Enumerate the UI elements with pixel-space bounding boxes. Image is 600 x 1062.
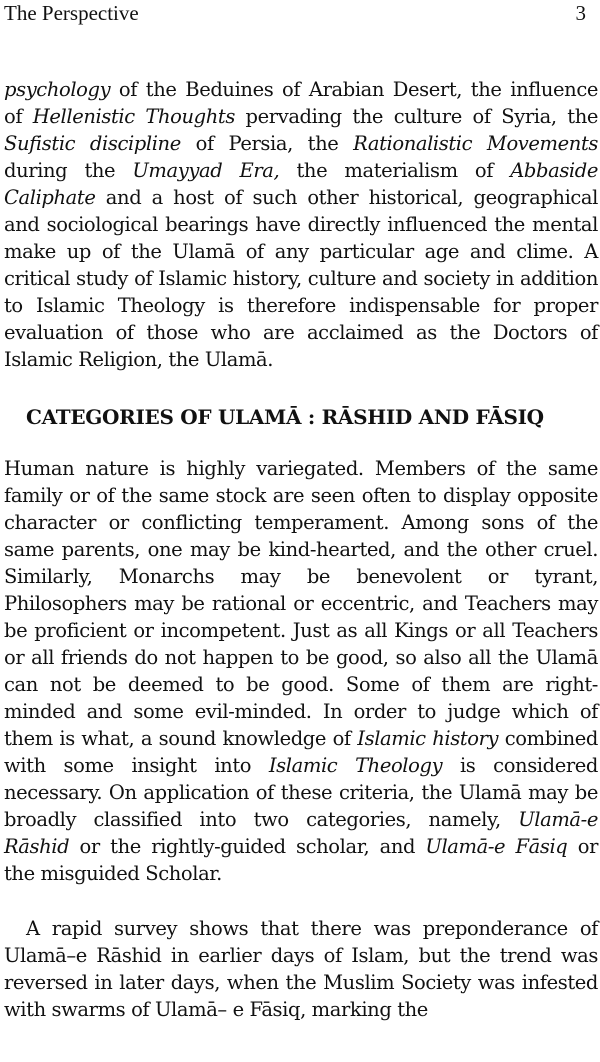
page-number: 3 (575, 1, 586, 25)
italic-term: Sufistic discipline (4, 132, 181, 155)
italic-term: Hellenistic Thoughts (32, 105, 235, 128)
text-run: and a host of such other historical, geographical and sociological bearings have directly influenced the mental make up of the Ulamā of any particular age and clime. A critical study of Islamic history, culture and society in addition to Islamic Theology is therefore indispensable for proper evaluation of those who are acclaimed as the Doctors of Islamic Religion, the Ulamā. (4, 186, 598, 371)
running-title: The Perspective (4, 1, 139, 25)
italic-term: Islamic Theology (268, 754, 443, 777)
text-run: or the misguided Scholar. (4, 835, 598, 885)
section-heading: CATEGORIES OF ULAMĀ : RĀSHID AND FĀSIQ (26, 405, 544, 429)
text-run: is considered necessary. On application of these criteria, the Ulamā may be broadly classified into two categories, namely, (4, 754, 599, 831)
page-header (0, 0, 600, 30)
italic-term: Rationalistic Movements (353, 132, 598, 155)
paragraph-2 (4, 455, 598, 887)
text-run: during the (4, 159, 133, 182)
text-run: of Persia, the (180, 132, 354, 155)
italic-term: Islamic history (357, 727, 499, 750)
text-run: pervading the culture of Syria, the (234, 105, 598, 128)
italic-term: Umayyad Era, (132, 159, 280, 182)
italic-term: Ulamā-e Rāshid (4, 808, 598, 858)
italic-term: Ulamā-e Fāsiq (425, 835, 568, 858)
text-run: the materialism of (279, 159, 511, 182)
text-run: or the rightly-guided scholar, and (69, 835, 426, 858)
italic-term: Abbaside Caliphate (4, 159, 598, 209)
italic-term: psychology (4, 78, 111, 101)
paragraph-3: A rapid survey shows that there was preponderance of Ulamā–e Rāshid in earlier days of Islam, but the trend was reversed in later days, when the Muslim Society was infested with swarms of Ulamā– e Fāsiq, marking the (4, 917, 598, 1021)
text-run: Human nature is highly variegated. Members of the same family or of the same stock are seen often to display opposite character or conflicting temperament. Among sons of the same parents, one may be kind-hearted, and the other cruel. Similarly, Monarchs may be benevolent or tyrant, Philosophers may be rational or eccentric, and Teachers may be proficient or incompetent. Just as all Kings or all Teachers or all friends do not happen to be good, so also all the Ulamā can not be deemed to be good. Some of them are right-minded and some evil-minded. In order to judge which of them is what, a sound knowledge of (4, 457, 598, 750)
page-body (4, 76, 598, 1023)
paragraph-gap (4, 887, 598, 915)
text-run: combined with some insight into (4, 727, 598, 777)
paragraph-1 (4, 76, 598, 373)
text-run: of the Beduines of Arabian Desert, the influence of (4, 78, 598, 128)
